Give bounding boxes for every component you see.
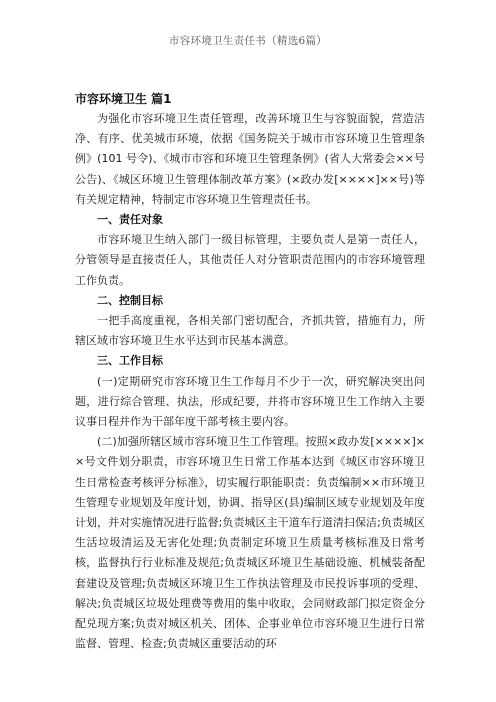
control-goal-paragraph: 一把手高度重视，各相关部门密切配合，齐抓共管，措施有力，所辖区域市容环境卫生水平达到市民基本满意。	[75, 314, 425, 348]
heading-work-goal: 三、工作目标	[97, 354, 163, 368]
responsibility-target-paragraph: 市容环境卫生纳入部门一级目标管理，主要负责人是第一责任人，分管领导是直接责任人，其他责任人对分管职责范围内的市容环境管理工作负责。	[75, 233, 425, 287]
heading-control-goal: 二、控制目标	[97, 293, 163, 307]
intro-paragraph: 为强化市容环境卫生责任管理，改善环境卫生与容貌面貌，营造洁净、有序、优美城市环境，依据《国务院关于城市市容环境卫生管理条例》(101 号令)、《城市市容和环境卫生管理条例》(省人大常委会××号公告)、《城区环境卫生管理体制改革方案》(×政办发[××××]××号)等有关规定精神，特制定市容环境卫生管理责任书。	[75, 112, 425, 206]
heading-responsibility-target: 一、责任对象	[97, 213, 163, 227]
work-goal-paragraph-1: (一)定期研究市容环境卫生工作每月不少于一次，研究解决突出问题，进行综合管理、执法，形成纪要，并将市容环境卫生工作纳入主要议事日程并作为干部年度干部考核主要内容。	[75, 374, 425, 429]
work-goal-paragraph-2: (二)加强所辖区域市容环境卫生工作管理。按照×政办发[××××]××号文件划分职责，市容环境卫生日常工作基本达到《城区市容环境卫生日常检查考核评分标准》，切实履行职能职责：负责编制××市环境卫生管理专业规划及年度计划，协调、指导区(县)编制区域专业规划及年度计划，并对实施情况进行监督;负责城区主干道车行道清扫保洁;负责城区生活垃圾清运及无害化处理;负责制定环境卫生质量考核标准及日常考核，监督执行行业标准及规范;负责城区环境卫生基础设施、机械装备配套建设及管理;负责城区环境卫生工作执法管理及市民投诉事项的受理、解决;负责城区垃圾处理费等费用的集中收取，会同财政部门拟定资金分配兑现方案;负责对城区机关、团体、企事业单位市容环境卫生进行日常监督、管理、检查;负责城区重要活动的环	[75, 435, 425, 651]
section-title: 市容环境卫生 篇1	[75, 92, 172, 106]
document-header-title: 市容环境卫生责任书（精选6篇）	[168, 35, 328, 47]
document-body	[75, 89, 425, 654]
